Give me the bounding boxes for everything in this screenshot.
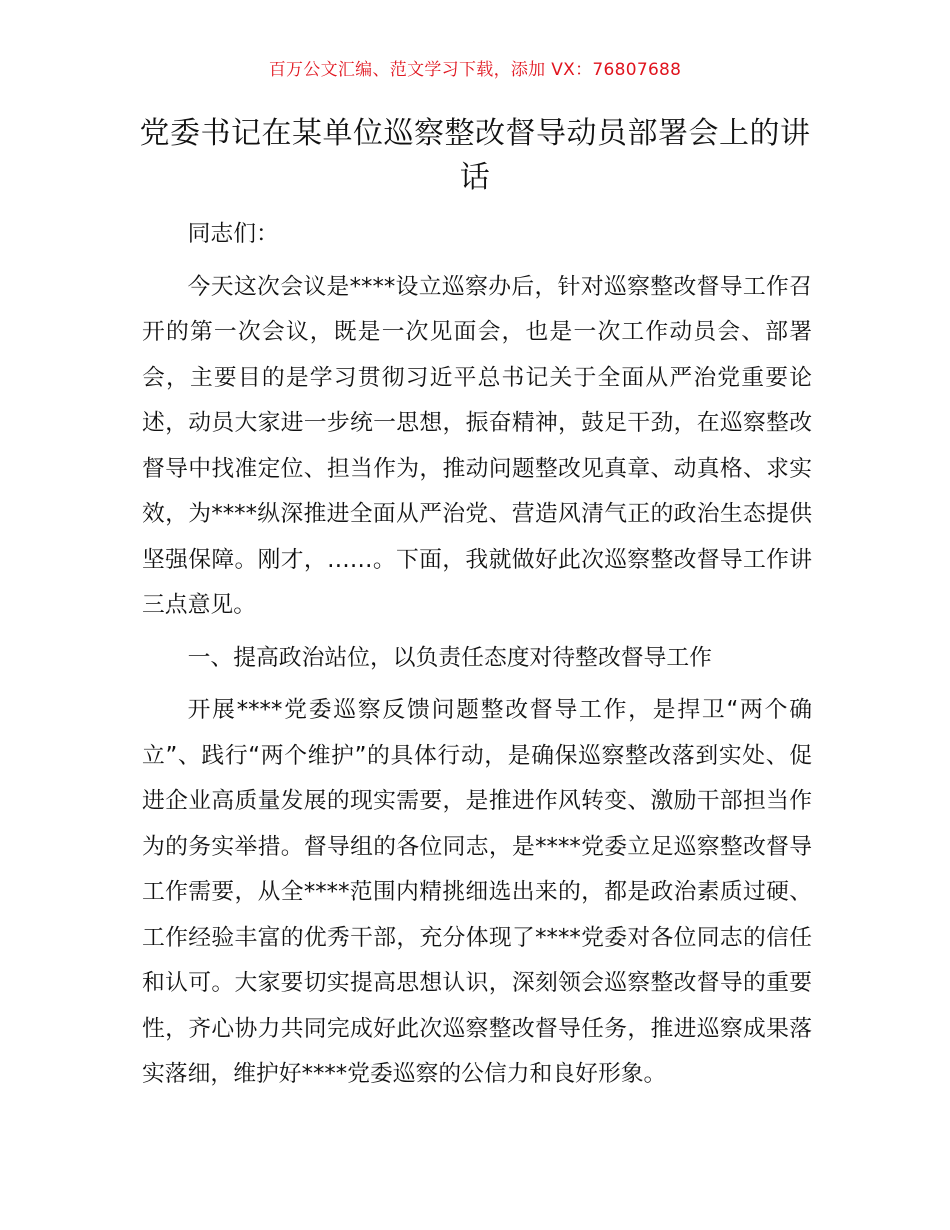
salutation: 同志们： — [187, 221, 279, 247]
document-title: 党委书记在某单位巡察整改督导动员部署会上的讲话 — [139, 116, 811, 195]
section-heading-1: 一、提高政治站位，以负责任态度对待整改督导工作 — [187, 644, 712, 671]
paragraph-intro: 今天这次会议是****设立巡察办后，针对巡察整改督导工作召开的第一次会议，既是一次见面会，也是一次工作动员会、部署会，主要目的是学习贯彻习近平总书记关于全面从严治党重要论述，动员大家进一步统一思想，振奋精神，鼓足干劲，在巡察整改督导中找准定位、担当作为，推动问题整改见真章、动真格、求实效，为****纵深推进全面从严治党、营造风清气正的政治生态提供坚强保障。刚才，……。下面，我就做好此次巡察整改督导工作讲三点意见。 — [142, 273, 812, 618]
paragraph-section-1: 开展****党委巡察反馈问题整改督导工作，是捍卫“两个确立”、践行“两个维护”的具体行动，是确保巡察整改落到实处、促进企业高质量发展的现实需要，是推进作风转变、激励干部担当作为的务实举措。督导组的各位同志，是****党委立足巡察整改督导工作需要，从全****范围内精挑细选出来的，都是政治素质过硬、工作经验丰富的优秀干部，充分体现了****党委对各位同志的信任和认可。大家要切实提高思想认识，深刻领会巡察整改督导的重要性，齐心协力共同完成好此次巡察整改督导任务，推进巡察成果落实落细，维护好****党委巡察的公信力和良好形象。 — [142, 697, 812, 1087]
watermark-banner: 百万公文汇编、范文学习下载，添加 VX：76807688 — [268, 60, 682, 80]
document-body — [142, 212, 812, 1105]
